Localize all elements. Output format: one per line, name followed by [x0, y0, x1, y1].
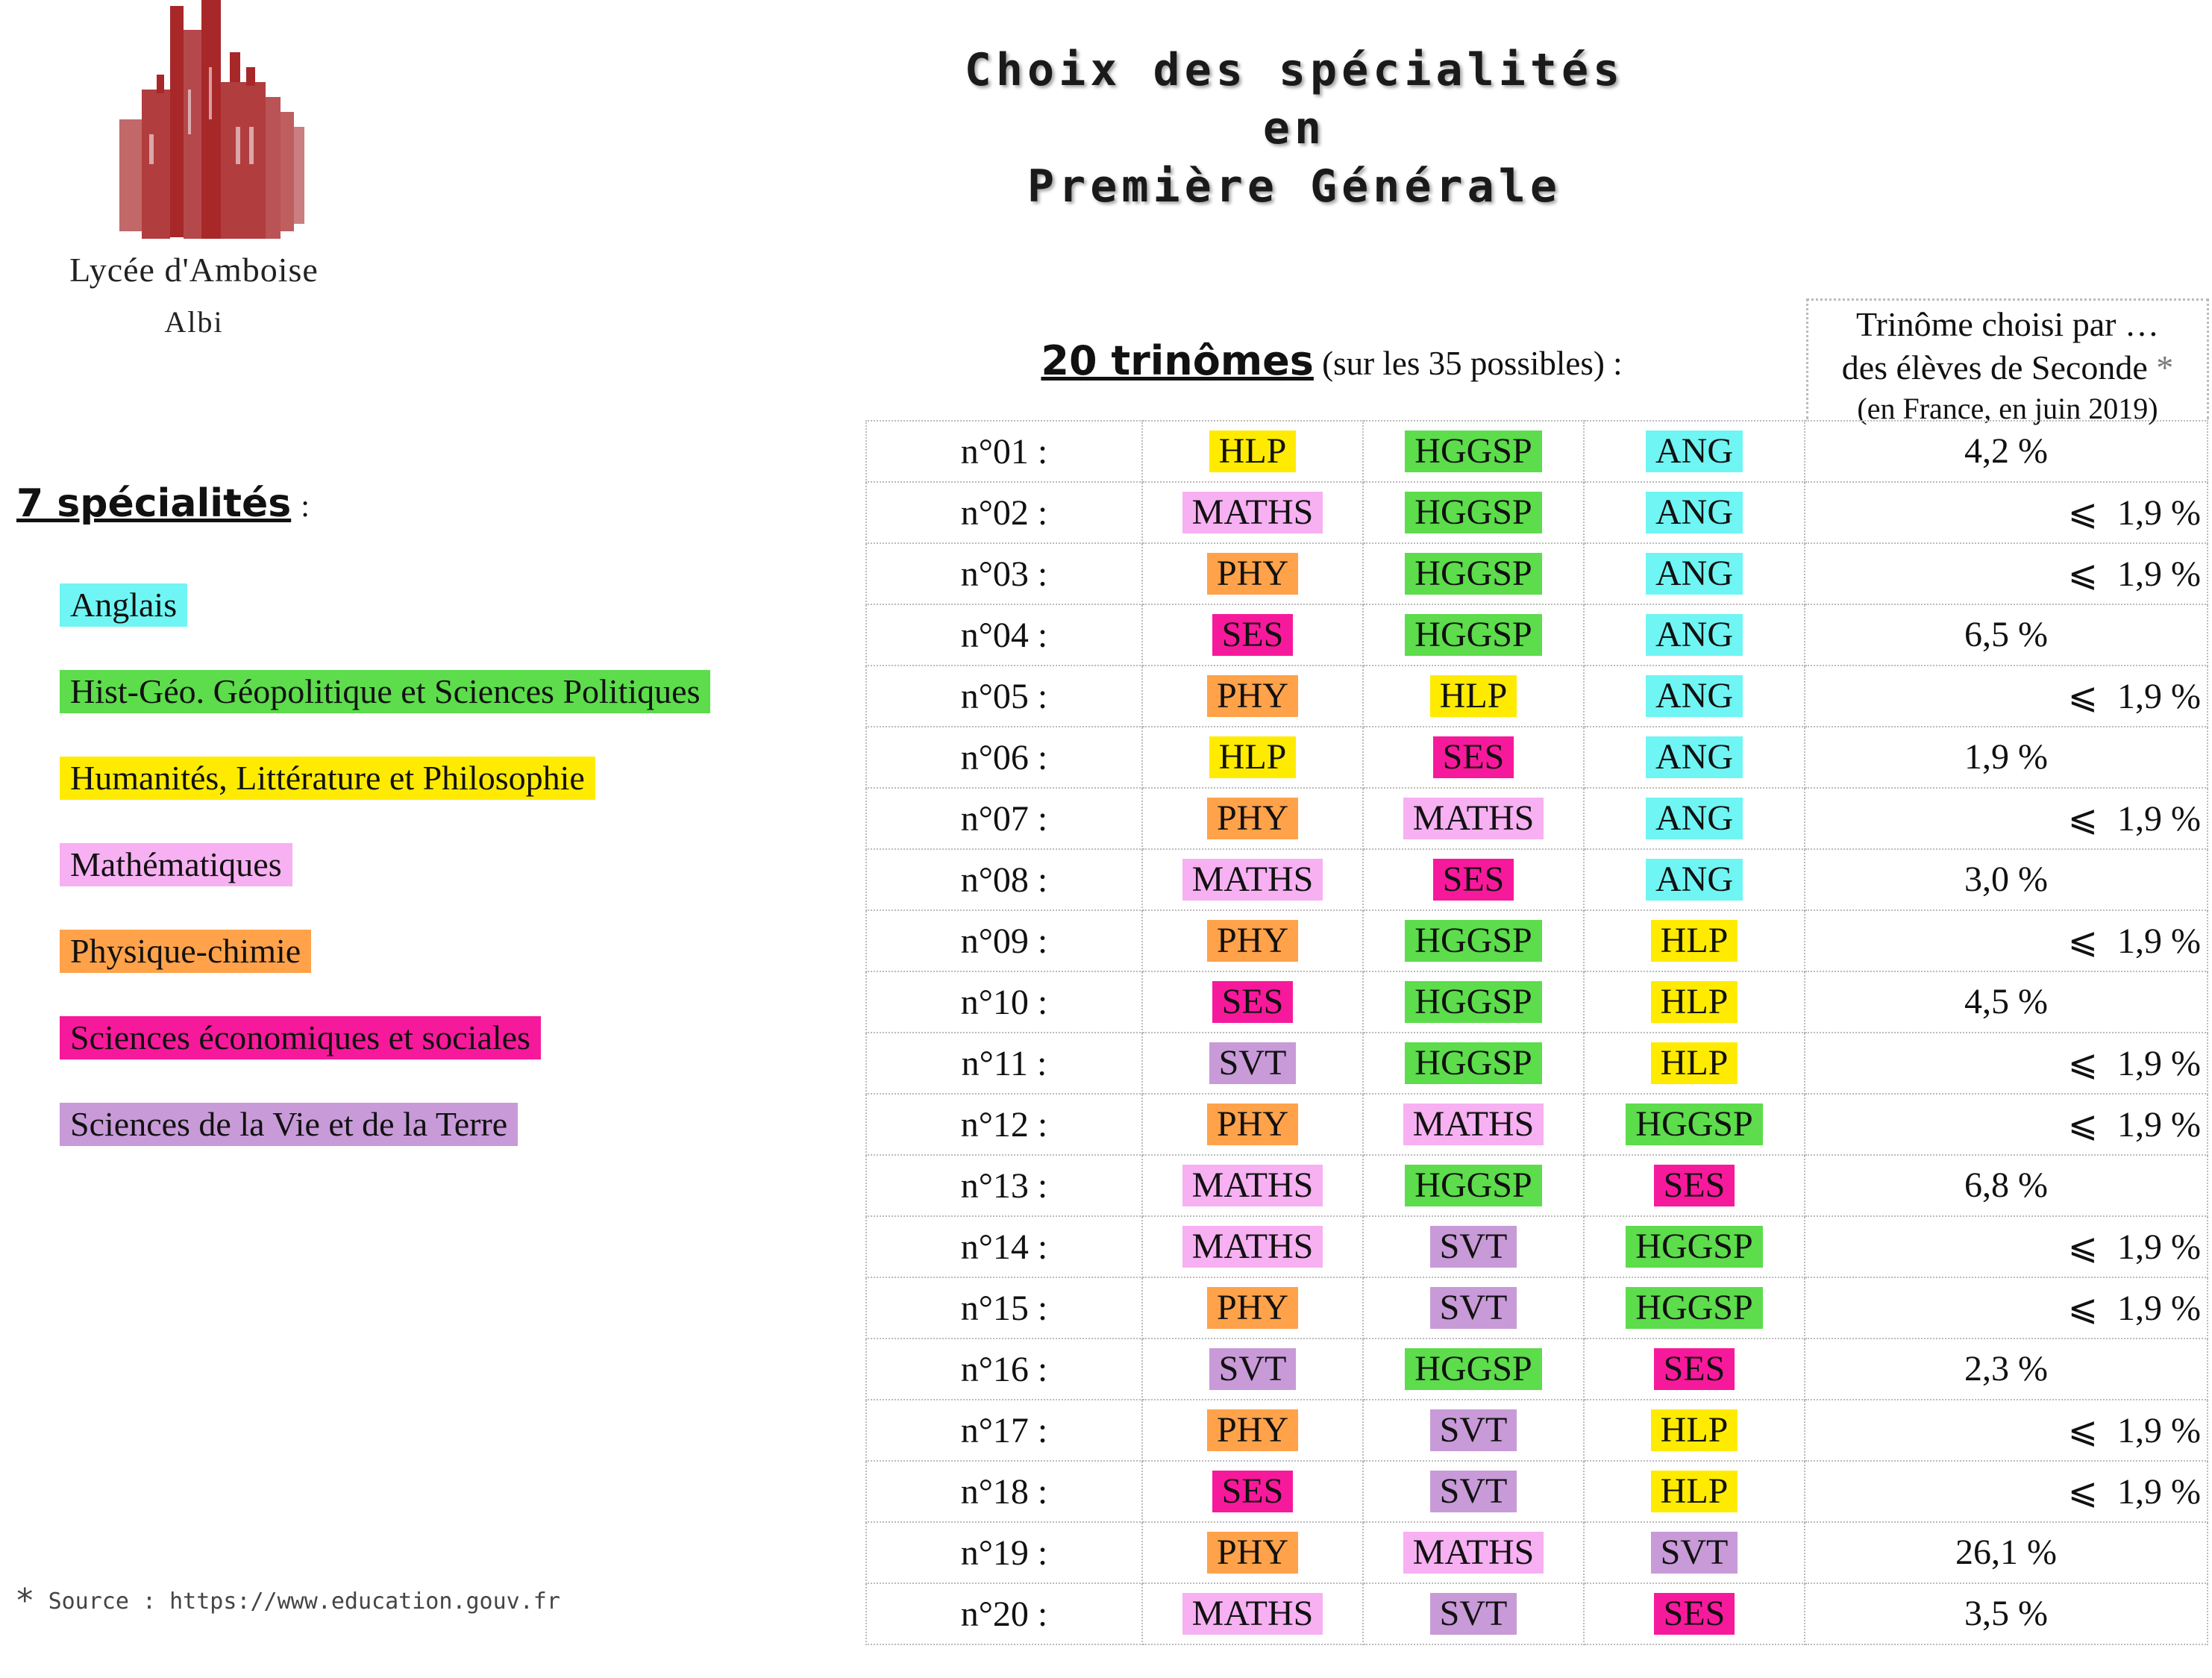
- spec-cell: [1142, 666, 1363, 727]
- spec-chip: HGGSP: [1405, 981, 1541, 1023]
- spec-cell: [1363, 482, 1584, 543]
- trinome-number: n°11 :: [866, 1033, 1142, 1094]
- specialite-item: Humanités, Littérature et Philosophie: [60, 757, 595, 800]
- spec-cell: [1142, 543, 1363, 604]
- specialites-heading-suffix: :: [301, 489, 310, 524]
- less-equal-symbol: ⩽: [2067, 677, 2099, 716]
- spec-cell: [1363, 666, 1584, 727]
- less-equal-symbol: ⩽: [2067, 1289, 2099, 1328]
- trinome-number: n°07 :: [866, 788, 1142, 849]
- spec-chip: ANG: [1646, 798, 1743, 839]
- less-equal-symbol: ⩽: [2067, 493, 2099, 533]
- percentage-value: [1805, 1532, 2207, 1573]
- specialite-item: Sciences économiques et sociales: [60, 1016, 541, 1059]
- percentage-cell: [1805, 910, 2208, 971]
- specialites-heading: [16, 481, 310, 526]
- spec-chip: ANG: [1646, 431, 1743, 472]
- percentage-text: 3,5 %: [1964, 1594, 2048, 1633]
- trinomes-heading-bold: 20 trinômes: [1041, 337, 1314, 384]
- spec-chip: HGGSP: [1626, 1287, 1762, 1329]
- percentage-text: 1,9 %: [2117, 1289, 2201, 1328]
- table-row: [866, 1033, 2208, 1094]
- percentage-text: 1,9 %: [2117, 921, 2201, 961]
- percentage-column-header: [1806, 298, 2209, 425]
- percentage-value: [2068, 1103, 2201, 1145]
- less-equal-symbol: ⩽: [2067, 1227, 2099, 1267]
- spec-cell: [1363, 1155, 1584, 1216]
- page-title: [858, 41, 1731, 216]
- percentage-text: 1,9 %: [2117, 493, 2201, 533]
- table-row: [866, 1094, 2208, 1155]
- less-equal-symbol: ⩽: [2067, 554, 2099, 594]
- spec-chip: PHY: [1207, 1532, 1298, 1574]
- percentage-text: 3,0 %: [1964, 860, 2048, 899]
- percentage-cell: [1805, 788, 2208, 849]
- spec-cell: [1363, 1339, 1584, 1400]
- spec-cell: [1142, 971, 1363, 1033]
- percentage-cell: [1805, 971, 2208, 1033]
- percentage-cell: [1805, 421, 2208, 482]
- source-text: Source : https://www.education.gouv.fr: [48, 1588, 560, 1615]
- spec-cell: [1363, 849, 1584, 910]
- spec-chip: SVT: [1430, 1593, 1517, 1635]
- spec-chip: SES: [1212, 1471, 1294, 1512]
- table-row: [866, 666, 2208, 727]
- trinome-number: n°18 :: [866, 1461, 1142, 1522]
- spec-chip: SVT: [1209, 1042, 1297, 1084]
- less-equal-symbol: ⩽: [2067, 921, 2099, 961]
- percentage-text: 1,9 %: [1964, 737, 2048, 777]
- spec-cell: [1584, 1094, 1805, 1155]
- percentage-text: 1,9 %: [2117, 1105, 2201, 1145]
- spec-cell: [1363, 421, 1584, 482]
- spec-cell: [1363, 1216, 1584, 1277]
- table-row: [866, 543, 2208, 604]
- table-row: [866, 1277, 2208, 1339]
- spec-chip: SVT: [1430, 1287, 1517, 1329]
- spec-chip: SVT: [1430, 1409, 1517, 1451]
- percentage-value: [2068, 798, 2201, 839]
- spec-chip: HGGSP: [1405, 431, 1541, 472]
- trinome-number: n°05 :: [866, 666, 1142, 727]
- table-row: [866, 482, 2208, 543]
- spec-cell: [1142, 604, 1363, 666]
- school-logo: [45, 0, 343, 351]
- percentage-value: [2068, 492, 2201, 533]
- spec-chip: HGGSP: [1405, 614, 1541, 656]
- spec-cell: [1363, 910, 1584, 971]
- spec-chip: MATHS: [1403, 1103, 1544, 1145]
- col-header-line: (en France, en juin 2019): [1857, 392, 2158, 425]
- spec-chip: SES: [1654, 1593, 1735, 1635]
- spec-cell: [1363, 1033, 1584, 1094]
- spec-cell: [1142, 1155, 1363, 1216]
- spec-cell: [1363, 971, 1584, 1033]
- spec-chip: SVT: [1651, 1532, 1738, 1574]
- spec-cell: [1142, 1277, 1363, 1339]
- table-row: [866, 849, 2208, 910]
- percentage-text: 1,9 %: [2117, 554, 2201, 594]
- spec-cell: [1142, 1216, 1363, 1277]
- spec-chip: PHY: [1207, 1103, 1298, 1145]
- spec-chip: HLP: [1651, 1042, 1738, 1084]
- spec-cell: [1584, 1033, 1805, 1094]
- trinome-number: n°12 :: [866, 1094, 1142, 1155]
- percentage-cell: [1805, 1216, 2208, 1277]
- spec-chip: SES: [1212, 981, 1294, 1023]
- table-row: [866, 1522, 2208, 1583]
- percentage-text: 26,1 %: [1955, 1533, 2057, 1572]
- spec-chip: MATHS: [1182, 1593, 1323, 1635]
- trinome-number: n°02 :: [866, 482, 1142, 543]
- spec-chip: MATHS: [1182, 492, 1323, 533]
- spec-cell: [1363, 543, 1584, 604]
- spec-cell: [1363, 1277, 1584, 1339]
- percentage-text: 4,5 %: [1964, 982, 2048, 1021]
- percentage-text: 6,8 %: [1964, 1165, 2048, 1205]
- percentage-cell: [1805, 727, 2208, 788]
- percentage-cell: [1805, 1583, 2208, 1644]
- percentage-cell: [1805, 543, 2208, 604]
- spec-chip: HGGSP: [1405, 920, 1541, 962]
- percentage-text: 6,5 %: [1964, 615, 2048, 654]
- spec-chip: SES: [1654, 1348, 1735, 1390]
- spec-chip: MATHS: [1403, 798, 1544, 839]
- spec-cell: [1584, 666, 1805, 727]
- percentage-text: 1,9 %: [2117, 1472, 2201, 1512]
- spec-chip: HGGSP: [1405, 553, 1541, 595]
- percentage-cell: [1805, 666, 2208, 727]
- spec-chip: SVT: [1430, 1471, 1517, 1512]
- table-row: [866, 971, 2208, 1033]
- title-line: Choix des spécialités: [964, 44, 1625, 96]
- percentage-text: 1,9 %: [2117, 1411, 2201, 1450]
- spec-cell: [1363, 727, 1584, 788]
- col-header-line: des élèves de Seconde: [1841, 348, 2148, 386]
- specialites-heading-label: 7 spécialités: [16, 481, 292, 526]
- spec-chip: ANG: [1646, 492, 1743, 533]
- trinome-number: n°20 :: [866, 1583, 1142, 1644]
- footnote-star: *: [15, 1582, 35, 1620]
- table-row: [866, 421, 2208, 482]
- table-row: [866, 1155, 2208, 1216]
- spec-chip: ANG: [1646, 736, 1743, 778]
- spec-chip: SES: [1654, 1165, 1735, 1206]
- spec-chip: MATHS: [1182, 859, 1323, 901]
- spec-chip: PHY: [1207, 920, 1298, 962]
- specialite-item: Sciences de la Vie et de la Terre: [60, 1103, 518, 1146]
- title-line: Première Générale: [1027, 160, 1562, 213]
- spec-chip: SVT: [1209, 1348, 1297, 1390]
- spec-cell: [1142, 849, 1363, 910]
- specialite-item: Hist-Géo. Géopolitique et Sciences Politiques: [60, 670, 710, 713]
- spec-cell: [1142, 1400, 1363, 1461]
- spec-chip: SES: [1212, 614, 1294, 656]
- spec-chip: HGGSP: [1405, 492, 1541, 533]
- less-equal-symbol: ⩽: [2067, 1411, 2099, 1450]
- trinome-number: n°09 :: [866, 910, 1142, 971]
- source-footnote: [15, 1582, 560, 1620]
- spec-chip: ANG: [1646, 675, 1743, 717]
- trinomes-heading: [858, 337, 1805, 384]
- spec-cell: [1584, 1400, 1805, 1461]
- percentage-text: 1,9 %: [2117, 677, 2201, 716]
- spec-chip: HLP: [1651, 1471, 1738, 1512]
- spec-cell: [1363, 1400, 1584, 1461]
- spec-cell: [1142, 1094, 1363, 1155]
- trinome-number: n°19 :: [866, 1522, 1142, 1583]
- col-header-line: Trinôme choisi par …: [1856, 305, 2159, 343]
- school-city: Albi: [164, 305, 224, 339]
- spec-cell: [1584, 1583, 1805, 1644]
- school-name: Lycée d'Amboise: [69, 251, 319, 289]
- spec-cell: [1584, 849, 1805, 910]
- spec-chip: HLP: [1430, 675, 1517, 717]
- specialite-item: Physique-chimie: [60, 930, 311, 973]
- spec-cell: [1584, 543, 1805, 604]
- percentage-cell: [1805, 482, 2208, 543]
- spec-cell: [1584, 788, 1805, 849]
- table-row: [866, 1339, 2208, 1400]
- spec-cell: [1363, 1461, 1584, 1522]
- spec-chip: ANG: [1646, 614, 1743, 656]
- trinome-number: n°06 :: [866, 727, 1142, 788]
- trinome-number: n°13 :: [866, 1155, 1142, 1216]
- percentage-text: 4,2 %: [1964, 431, 2048, 471]
- spec-cell: [1584, 482, 1805, 543]
- percentage-value: [1805, 1165, 2207, 1206]
- percentage-cell: [1805, 1155, 2208, 1216]
- spec-cell: [1142, 788, 1363, 849]
- trinome-number: n°01 :: [866, 421, 1142, 482]
- spec-chip: HLP: [1209, 431, 1297, 472]
- table-row: [866, 1461, 2208, 1522]
- percentage-cell: [1805, 849, 2208, 910]
- spec-chip: MATHS: [1182, 1226, 1323, 1268]
- spec-chip: SES: [1433, 859, 1514, 901]
- spec-chip: MATHS: [1403, 1532, 1544, 1574]
- spec-chip: ANG: [1646, 553, 1743, 595]
- percentage-value: [2068, 1471, 2201, 1512]
- spec-chip: PHY: [1207, 1409, 1298, 1451]
- spec-chip: HGGSP: [1405, 1042, 1541, 1084]
- percentage-text: 1,9 %: [2117, 1044, 2201, 1083]
- specialite-item: Anglais: [60, 583, 187, 627]
- percentage-cell: [1805, 1033, 2208, 1094]
- spec-cell: [1584, 910, 1805, 971]
- spec-cell: [1584, 1155, 1805, 1216]
- spec-chip: HLP: [1651, 981, 1738, 1023]
- less-equal-symbol: ⩽: [2067, 1472, 2099, 1512]
- spec-cell: [1142, 910, 1363, 971]
- spec-cell: [1584, 727, 1805, 788]
- specialite-item: Mathématiques: [60, 843, 292, 886]
- spec-chip: HLP: [1209, 736, 1297, 778]
- trinome-number: n°04 :: [866, 604, 1142, 666]
- percentage-cell: [1805, 1522, 2208, 1583]
- table-row: [866, 727, 2208, 788]
- spec-cell: [1142, 1461, 1363, 1522]
- spec-cell: [1584, 1339, 1805, 1400]
- spec-cell: [1363, 1094, 1584, 1155]
- spec-cell: [1584, 1461, 1805, 1522]
- spec-cell: [1142, 482, 1363, 543]
- spec-cell: [1142, 1522, 1363, 1583]
- spec-cell: [1584, 971, 1805, 1033]
- footnote-star: *: [2156, 348, 2174, 386]
- trinome-number: n°15 :: [866, 1277, 1142, 1339]
- table-row: [866, 1583, 2208, 1644]
- spec-chip: PHY: [1207, 798, 1298, 839]
- spec-cell: [1142, 1339, 1363, 1400]
- spec-cell: [1142, 1033, 1363, 1094]
- percentage-cell: [1805, 1400, 2208, 1461]
- spec-cell: [1584, 1522, 1805, 1583]
- spec-cell: [1584, 421, 1805, 482]
- spec-cell: [1363, 604, 1584, 666]
- spec-chip: SVT: [1430, 1226, 1517, 1268]
- spec-cell: [1363, 1583, 1584, 1644]
- percentage-value: [1805, 1593, 2207, 1634]
- spec-chip: HGGSP: [1626, 1103, 1762, 1145]
- spec-cell: [1363, 1522, 1584, 1583]
- specialites-list: [60, 583, 710, 1189]
- spec-cell: [1142, 727, 1363, 788]
- trinomes-table: [865, 420, 2208, 1645]
- trinome-number: n°14 :: [866, 1216, 1142, 1277]
- trinomes-heading-rest: (sur les 35 possibles) :: [1313, 345, 1623, 382]
- percentage-value: [2068, 1409, 2201, 1451]
- percentage-value: [2068, 1042, 2201, 1084]
- table-row: [866, 1400, 2208, 1461]
- spec-cell: [1584, 604, 1805, 666]
- percentage-value: [1805, 1348, 2207, 1389]
- percentage-text: 1,9 %: [2117, 1227, 2201, 1267]
- percentage-cell: [1805, 604, 2208, 666]
- spec-chip: SES: [1433, 736, 1514, 778]
- trinome-number: n°16 :: [866, 1339, 1142, 1400]
- spec-chip: PHY: [1207, 553, 1298, 595]
- spec-chip: MATHS: [1182, 1165, 1323, 1206]
- spec-cell: [1142, 421, 1363, 482]
- trinome-number: n°10 :: [866, 971, 1142, 1033]
- table-row: [866, 788, 2208, 849]
- less-equal-symbol: ⩽: [2067, 1105, 2099, 1145]
- cathedral-icon: [90, 0, 321, 246]
- table-row: [866, 604, 2208, 666]
- percentage-value: [2068, 553, 2201, 595]
- percentage-value: [2068, 920, 2201, 962]
- spec-cell: [1363, 788, 1584, 849]
- percentage-value: [1805, 859, 2207, 900]
- table-row: [866, 910, 2208, 971]
- percentage-cell: [1805, 1461, 2208, 1522]
- trinome-number: n°03 :: [866, 543, 1142, 604]
- spec-chip: HGGSP: [1405, 1165, 1541, 1206]
- spec-chip: PHY: [1207, 675, 1298, 717]
- percentage-text: 1,9 %: [2117, 799, 2201, 839]
- less-equal-symbol: ⩽: [2067, 799, 2099, 839]
- spec-chip: HGGSP: [1626, 1226, 1762, 1268]
- percentage-value: [1805, 614, 2207, 655]
- percentage-value: [1805, 431, 2207, 472]
- spec-chip: HGGSP: [1405, 1348, 1541, 1390]
- trinome-number: n°17 :: [866, 1400, 1142, 1461]
- percentage-value: [2068, 675, 2201, 717]
- percentage-cell: [1805, 1094, 2208, 1155]
- trinome-number: n°08 :: [866, 849, 1142, 910]
- percentage-cell: [1805, 1277, 2208, 1339]
- title-line: en: [1262, 102, 1326, 154]
- spec-cell: [1584, 1216, 1805, 1277]
- less-equal-symbol: ⩽: [2067, 1044, 2099, 1083]
- percentage-value: [2068, 1287, 2201, 1329]
- spec-chip: ANG: [1646, 859, 1743, 901]
- percentage-cell: [1805, 1339, 2208, 1400]
- table-row: [866, 1216, 2208, 1277]
- spec-cell: [1142, 1583, 1363, 1644]
- percentage-value: [1805, 981, 2207, 1022]
- spec-chip: PHY: [1207, 1287, 1298, 1329]
- percentage-value: [2068, 1226, 2201, 1268]
- percentage-text: 2,3 %: [1964, 1349, 2048, 1389]
- percentage-value: [1805, 736, 2207, 777]
- spec-chip: HLP: [1651, 1409, 1738, 1451]
- spec-cell: [1584, 1277, 1805, 1339]
- spec-chip: HLP: [1651, 920, 1738, 962]
